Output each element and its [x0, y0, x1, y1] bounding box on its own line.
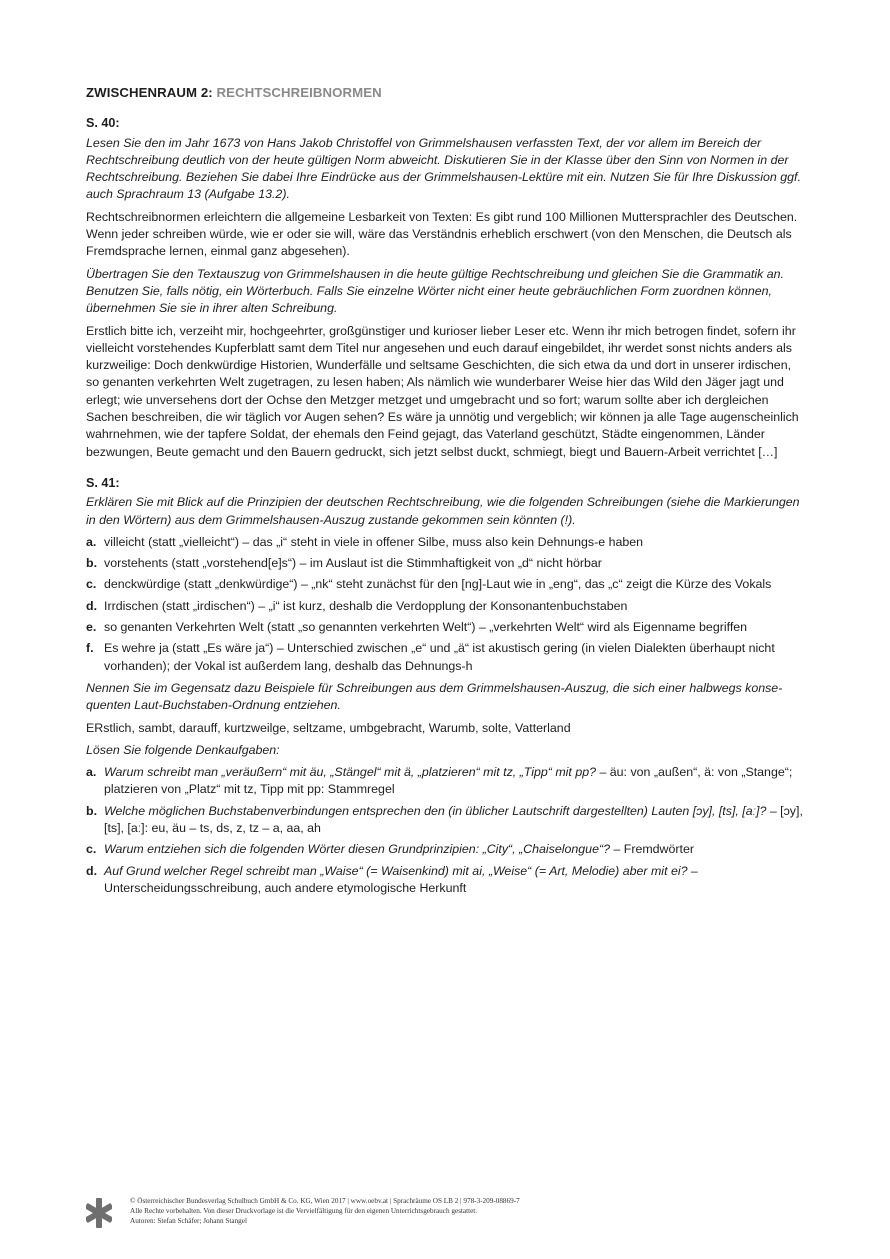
list-item	[86, 619, 806, 636]
item-text: villeicht (statt „vielleicht“) – das „i“ steht in viele in offener Silbe, muss also kein Dehnungs-e haben	[104, 534, 644, 549]
list-item	[86, 764, 806, 799]
item-answer: – [ɔy], [ts], [aː]: eu, äu – ts, ds, z, tz – a, aa, ah	[104, 803, 803, 835]
item-text	[104, 803, 806, 838]
task-text: Lesen Sie den im Jahr 1673 von Hans Jakob Christoffel von Grimmelshausen verfassten Text, der vor allem im Bereich der Rechtschreibung deutlich von der heute gültigen Norm abweicht. Diskutieren Sie in der Klasse über den Sinn von Normen in der Rechtschreibung. Beziehen Sie dabei Ihre Eindrücke aus der Grimmelshausen-Lektüre mit ein. Nutzen Sie für Ihre Diskussion ggf. auch Sprachraum 13 (Aufgabe 13.2).	[86, 135, 801, 202]
section-s40	[86, 115, 806, 461]
footer-text	[130, 1196, 520, 1226]
list-item	[86, 598, 806, 615]
item-question: Auf Grund welcher Regel schreibt man „Waise“ (= Waisenkind) mit ai, „Weise“ (= Art, Melodie) aber mit ei?	[104, 863, 688, 878]
footer-rights: Alle Rechte vorbehalten. Von dieser Druckvorlage ist die Vervielfältigung für den eigenen Unterrichtsgebrauch gestattet.	[130, 1207, 478, 1215]
item-answer: – äu: von „außen“, ä: von „Stange“; platzieren von „Platz“ mit tz, Tipp mit pp: Stammregel	[104, 765, 793, 797]
footer-authors: Autoren: Stefan Schäfer; Johann Stangel	[130, 1217, 247, 1225]
task-text: Nennen Sie im Gegensatz dazu Beispiele für Schreibungen aus dem Grimmelshausen-Auszug, die sich einer halbwegs konsequenten Laut-Buchstaben-Ordnung entziehen.	[86, 680, 783, 713]
item-text: so genanten Verkehrten Welt (statt „so genannten verkehrten Welt“) – „verkehrten Welt“ wird als Eigenname begriffen	[104, 620, 748, 635]
puzzle-list	[86, 764, 806, 897]
page-title	[86, 84, 806, 101]
section-heading: S. 41:	[86, 475, 120, 490]
footer-copyright: © Österreichischer Bundesverlag Schulbuch GmbH & Co. KG, Wien 2017 | www.oebv.at | Sprachräume OS LB 2 | 978-3-209-08869-7	[130, 1197, 520, 1205]
spelling-list	[86, 534, 806, 675]
item-question: Warum entziehen sich die folgenden Wörter diesen Grundprinzipien: „City“, „Chaiselongue“?	[104, 842, 610, 857]
item-answer: – Unterscheidungsschreibung, auch andere etymologische Herkunft	[104, 863, 698, 895]
item-text	[104, 863, 806, 898]
section-heading: S. 40:	[86, 116, 120, 131]
item-text: denckwürdige (statt „denkwürdige“) – „nk“ steht zunächst für den [ng]-Laut wie in „eng“, das „c“ zeigt die Kürze des Vokals	[104, 577, 772, 592]
item-text	[104, 841, 806, 858]
item-text: vorstehents (statt „vorstehend[e]s“) – im Auslaut ist die Stimmhaftigkeit von „d“ nicht hörbar	[104, 556, 602, 571]
item-letter: f.	[86, 641, 94, 656]
list-item	[86, 640, 806, 675]
task-text: Lösen Sie folgende Denkaufgaben:	[86, 742, 280, 757]
list-item	[86, 803, 806, 838]
item-letter: c.	[86, 842, 97, 857]
item-letter: b.	[86, 556, 98, 571]
section-s41	[86, 475, 806, 897]
item-text: Irrdischen (statt „irdischen“) – „i“ ist kurz, deshalb die Verdopplung der Konsonantenbuchstaben	[104, 598, 628, 613]
page-title-sub: RECHTSCHREIBNORMEN	[216, 85, 382, 100]
page-title-main: ZWISCHENRAUM 2:	[86, 85, 217, 100]
item-answer: – Fremdwörter	[609, 842, 694, 857]
item-letter: b.	[86, 803, 98, 818]
item-letter: a.	[86, 765, 97, 780]
task-text: Übertragen Sie den Textauszug von Grimmelshausen in die heute gültige Rechtschreibung und gleichen Sie die Grammatik an. Benutzen Sie, falls nötig, ein Wörterbuch. Falls Sie einzelne Wörter nicht einer heute gebräuchlichen Form zuordnen können, übernehmen Sie sie in ihrer alten Schreibung.	[86, 266, 784, 316]
worksheet-page	[86, 84, 806, 911]
answer-text: Erstlich bitte ich, verzeiht mir, hochgeehrter, großgünstiger und kurioser lieber Leser etc. Wenn ihr mich betrogen findet, sofern ihr vielleicht vorstehendes Kupferblatt samt dem Titel nur angesehen und euch darauf eingebildet, ihr werdet sonst nichts anders als kurzweilige: Doch denkwürdige Historien, Wunderfälle und seltsame Geschichten, die sich etwa da und dort in unserer irdischen, so genanten verkehrten Welt zugetragen, zu lesen haben; Als nämlich wie wunderbarer Weise hier das Wild den Jäger jagt und erlegt; wie unversehens dort der Ochse den Metzger metzget und umgebracht und so fort; warum sollte aber ich dergleichen Sachen beschreiben, die wir täglich vor Augen sehen? Es wäre ja unnötig und vergeblich; wir können ja alle Tage augenscheinlich wahrnehmen, wie der tapfere Soldat, der ehemals den Feind gejagt, das Vaterland geschützt, Städte eingenommen, Länder bezwungen, Beute gemacht und den Bauern gedruckt, sich jetzt selbst duckt, schmiegt, biegt und Bauern-Arbeit verrichtet […]	[86, 323, 799, 459]
item-question: Warum schreibt man „veräußern“ mit äu, „Stängel“ mit ä, „platzieren“ mit tz, „Tipp“ mit pp?	[104, 765, 596, 780]
list-item	[86, 576, 806, 593]
item-letter: c.	[86, 577, 97, 592]
answer-text: ERstlich, sambt, darauff, kurtzweilge, seltzame, umbgebracht, Warumb, solte, Vatterland	[86, 720, 571, 735]
item-text	[104, 764, 806, 799]
page-footer	[86, 1196, 806, 1236]
item-letter: a.	[86, 534, 97, 549]
answer-text: Rechtschreibnormen erleichtern die allgemeine Lesbarkeit von Texten: Es gibt rund 100 Millionen Muttersprachler des Deutschen. Wenn jeder schreiben würde, wie er oder sie will, wäre das Verständnis erheblich erschwert (von den Menschen, die Deutsch als Fremdsprache lernen, einmal ganz abgesehen).	[86, 209, 798, 259]
list-item	[86, 841, 806, 858]
list-item	[86, 534, 806, 551]
item-letter: e.	[86, 620, 97, 635]
item-letter: d.	[86, 863, 98, 878]
task-text: Erklären Sie mit Blick auf die Prinzipien der deutschen Rechtschreibung, wie die folgenden Schreibungen (siehe die Markierungen in den Wörtern) aus dem Grimmelshausen-Auszug zustande gekommen sein könnten (!).	[86, 495, 800, 527]
item-question: Welche möglichen Buchstabenverbindungen entsprechen den (in üblicher Lautschrift dargestellten) Lauten [ɔy], [ts], [aː]?	[104, 803, 767, 818]
list-item	[86, 555, 806, 572]
list-item	[86, 863, 806, 898]
item-letter: d.	[86, 598, 98, 613]
item-text: Es wehre ja (statt „Es wäre ja“) – Unterschied zwischen „e“ und „ä“ ist akustisch gering (in vielen Dialekten überhaupt nicht vorhanden); der Vokal ist außerdem lang, deshalb das Dehnungs-h	[104, 641, 775, 673]
oebv-star-logo-icon	[86, 1198, 112, 1228]
